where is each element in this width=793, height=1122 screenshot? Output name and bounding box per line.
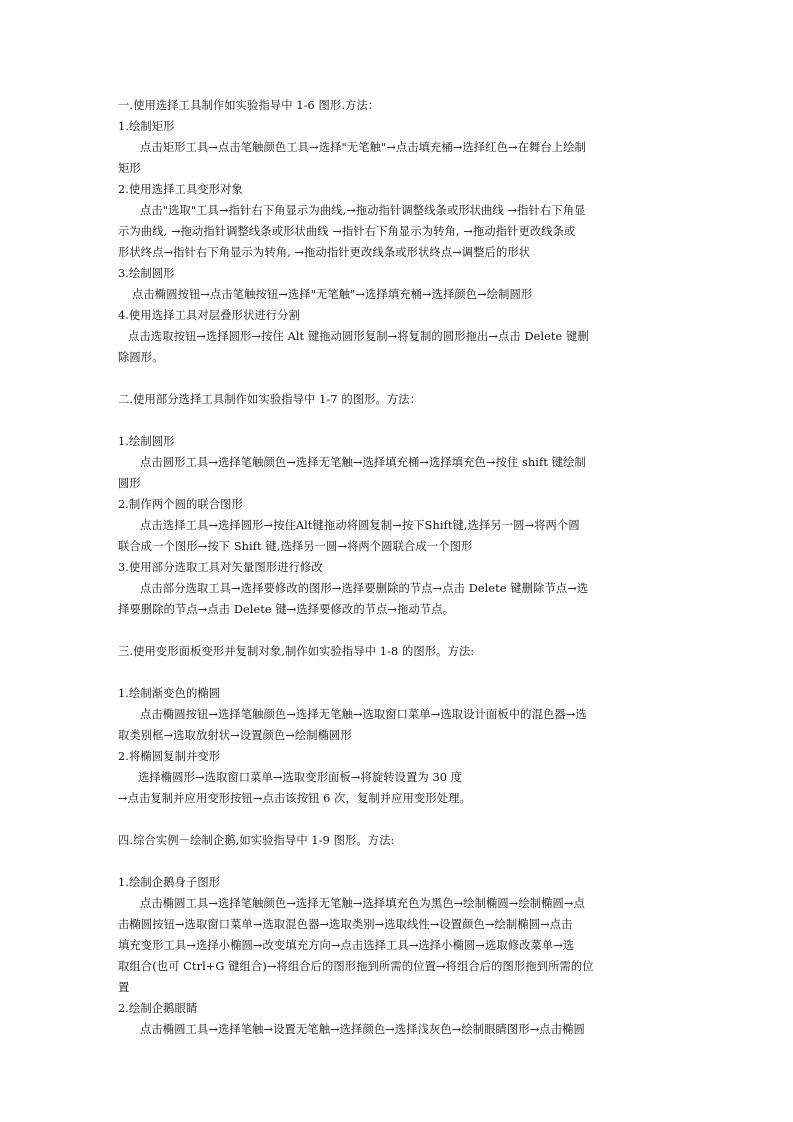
blank-line bbox=[118, 620, 678, 641]
paragraph-line: 示为曲线, →拖动指针调整线条或形状曲线 →指针右下角显示为转角, →拖动指针更改线条或 bbox=[118, 225, 576, 238]
paragraph-line: 联合成一个图形→按下 Shift 键,选择另一圆→将两个圆联合成一个图形 bbox=[118, 540, 473, 553]
blank-line bbox=[118, 368, 678, 389]
paragraph-line: 点击椭圆工具→选择笔触→设置无笔触→选择颜色→选择浅灰色→绘制眼睛图形→点击椭圆 bbox=[140, 1023, 585, 1036]
paragraph-line: 点击椭圆按钮→选择笔触颜色→选择无笔触→选取窗口菜单→选取设计面板中的混色器→选 bbox=[140, 708, 587, 721]
paragraph-line: 填充变形工具→选择小椭圆→改变填充方向→点击选择工具→选择小椭圆→选取修改菜单→选 bbox=[118, 939, 575, 952]
paragraph-line: 形状终点→指针右下角显示为转角, →拖动指针更改线条或形状终点→调整后的形状 bbox=[118, 246, 531, 259]
subheading-penguin-eyes: 2.绘制企鹅眼睛 bbox=[118, 1002, 198, 1015]
paragraph-line: 击椭圆按钮→选取窗口菜单→选取混色器→选取类别→选取线性→设置颜色→绘制椭圆→点击 bbox=[118, 918, 573, 931]
paragraph-line: 点击椭圆工具→选择笔触颜色→选择无笔触→选择填充色为黑色→绘制椭圆→绘制椭圆→点 bbox=[140, 897, 585, 910]
document-body bbox=[118, 95, 678, 1040]
paragraph-line: →点击复制并应用变形按钮→点击该按钮 6 次，复制并应用变形处理。 bbox=[118, 792, 471, 805]
blank-line bbox=[118, 851, 678, 872]
paragraph-line: 取组合(也可 Ctrl+G 键组合)→将组合后的图形拖到所需的位置→将组合后的图形拖到所需的位 bbox=[118, 960, 594, 973]
section-heading-1: 一.使用选择工具制作如实验指导中 1-6 图形.方法： bbox=[118, 99, 380, 112]
paragraph-line: 点击选取按钮→选择圆形→按住 Alt 键拖动圆形复制→将复制的圆形拖出→点击 Delete 键删 bbox=[128, 330, 589, 343]
paragraph-line: 矩形 bbox=[118, 162, 141, 175]
subheading-subselect-tool: 3.使用部分选取工具对矢量图形进行修改 bbox=[118, 561, 323, 574]
subheading-penguin-body: 1.绘制企鹅身子图形 bbox=[118, 876, 221, 889]
subheading-gradient-ellipse: 1.绘制渐变色的椭圆 bbox=[118, 687, 221, 700]
paragraph-line: 择要删除的节点→点击 Delete 键→选择要修改的节点→拖动节点。 bbox=[118, 603, 455, 616]
blank-line bbox=[118, 662, 678, 683]
paragraph-line: 点击圆形工具→选择笔触颜色→选择无笔触→选择填充桶→选择填充色→按住 shift 键绘制 bbox=[140, 456, 586, 469]
subheading-copy-transform: 2.将椭圆复制并变形 bbox=[118, 750, 221, 763]
section-heading-4: 四.综合实例－绘制企鹅,如实验指导中 1-9 图形。方法: bbox=[118, 834, 395, 847]
paragraph-line: 选择椭圆形→选取窗口菜单→选取变形面板→将旋转设置为 30 度 bbox=[138, 771, 463, 784]
paragraph-line: 取类别框→选取放射状→设置颜色→绘制椭圆形 bbox=[118, 729, 352, 742]
paragraph-line: 点击部分选取工具→选择要修改的图形→选择要删除的节点→点击 Delete 键删除节点→选 bbox=[140, 582, 589, 595]
paragraph-line: 圆形 bbox=[118, 477, 141, 490]
paragraph-line: 点击"选取"工具→指针右下角显示为曲线,→拖动指针调整线条或形状曲线 →指针右下角显 bbox=[140, 204, 586, 217]
subheading-draw-circle: 3.绘制圆形 bbox=[118, 267, 175, 280]
paragraph-line: 置 bbox=[118, 981, 130, 994]
paragraph-line: 点击选择工具→选择圆形→按住Alt键拖动将圆复制→按下Shift键,选择另一圆→将两个圆 bbox=[140, 519, 580, 532]
blank-line bbox=[118, 410, 678, 431]
paragraph-line: 点击矩形工具→点击笔触颜色工具→选择"无笔触"→点击填充桶→选择红色→在舞台上绘制 bbox=[140, 141, 586, 154]
section-heading-3: 三.使用变形面板变形并复制对象,制作如实验指导中 1-8 的图形。方法: bbox=[118, 645, 475, 658]
paragraph-line: 点击椭圆按钮→点击笔触按钮→选择"无笔触"→选择填充桶→选择颜色→绘制圆形 bbox=[132, 288, 533, 301]
section-heading-2: 二.使用部分选择工具制作如实验指导中 1-7 的图形。方法： bbox=[118, 393, 422, 406]
paragraph-line: 除圆形。 bbox=[118, 351, 164, 364]
subheading-draw-rectangle: 1.绘制矩形 bbox=[118, 120, 175, 133]
subheading-draw-circle: 1.绘制圆形 bbox=[118, 435, 175, 448]
blank-line bbox=[118, 809, 678, 830]
subheading-union-shape: 2.制作两个圆的联合图形 bbox=[118, 498, 243, 511]
subheading-transform-object: 2.使用选择工具变形对象 bbox=[118, 183, 243, 196]
subheading-split-shapes: 4.使用选择工具对层叠形状进行分割 bbox=[118, 309, 300, 322]
